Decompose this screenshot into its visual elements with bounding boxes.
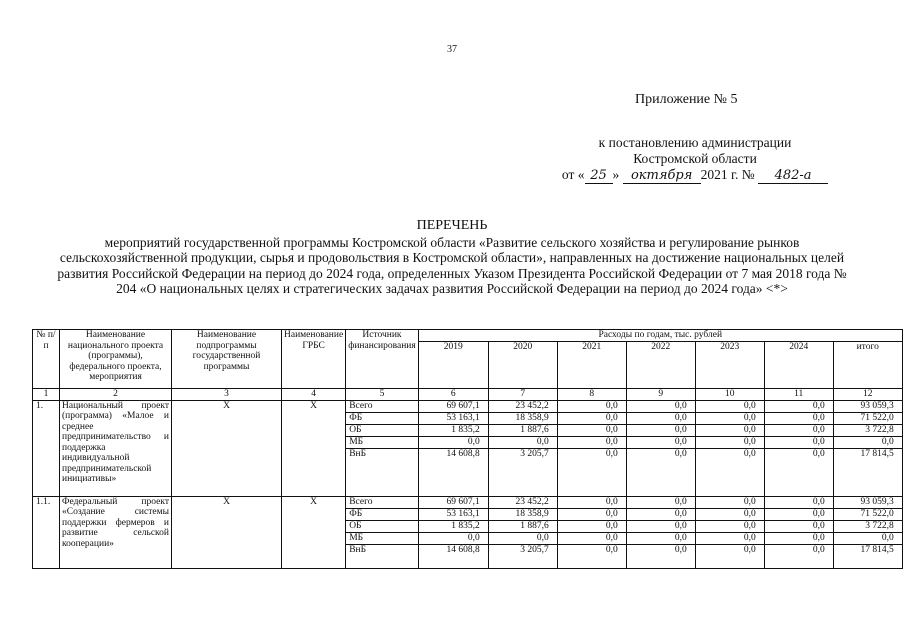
year-value: 0,0 — [557, 448, 626, 496]
year-value: 0,0 — [764, 520, 833, 532]
year-value: 0,0 — [557, 424, 626, 436]
decree-line-1: к постановлению администрации — [598, 135, 792, 150]
year-value: 0,0 — [695, 448, 764, 496]
header-year: 2019 — [418, 341, 488, 389]
header-year: 2024 — [764, 341, 833, 389]
header-project: Наименование национального проекта (программы), федерального проекта, мероприятия — [60, 330, 172, 389]
header-year: 2022 — [626, 341, 695, 389]
year-value: 0,0 — [695, 412, 764, 424]
year-value: 23 452,2 — [488, 496, 557, 508]
column-number: 11 — [764, 389, 833, 401]
year-value: 0,0 — [557, 544, 626, 568]
year-value: 0,0 — [557, 496, 626, 508]
year-value: 0,0 — [764, 412, 833, 424]
year-value: 0,0 — [418, 436, 488, 448]
column-number: 1 — [33, 389, 60, 401]
year-value: 0,0 — [626, 424, 695, 436]
total-value: 93 059,3 — [833, 496, 902, 508]
year-value: 0,0 — [557, 532, 626, 544]
column-number: 6 — [418, 389, 488, 401]
year-value: 69 607,1 — [418, 400, 488, 412]
header-expenses: Расходы по годам, тыс. рублей — [418, 330, 902, 342]
year-value: 23 452,2 — [488, 400, 557, 412]
year-value: 0,0 — [557, 436, 626, 448]
measure-name: Национальный проект (программа) «Малое и среднее предпринимательство и поддержка индивидуальной предпринимательской инициативы» — [60, 400, 172, 496]
header-total: итого — [833, 341, 902, 389]
column-number: 7 — [488, 389, 557, 401]
date-prefix: от « — [561, 167, 585, 182]
year-value: 0,0 — [764, 400, 833, 412]
page-number: 37 — [447, 44, 457, 55]
total-value: 93 059,3 — [833, 400, 902, 412]
header-grbs: Наименование ГРБС — [282, 330, 346, 389]
year-value: 0,0 — [626, 436, 695, 448]
total-value: 71 522,0 — [833, 412, 902, 424]
funding-source: МБ — [346, 436, 419, 448]
year-value: 0,0 — [557, 508, 626, 520]
handwritten-month: октября — [623, 169, 701, 184]
year-value: 0,0 — [626, 508, 695, 520]
year-value: 0,0 — [695, 532, 764, 544]
year-value: 53 163,1 — [418, 412, 488, 424]
appendix-title: Приложение № 5 — [635, 92, 738, 107]
year-value: 0,0 — [557, 520, 626, 532]
funding-source: ВнБ — [346, 448, 419, 496]
year-value: 0,0 — [488, 532, 557, 544]
grbs-cell: Х — [282, 496, 346, 568]
handwritten-day: 25 — [585, 169, 613, 184]
funding-source: Всего — [346, 496, 419, 508]
year-value: 0,0 — [695, 496, 764, 508]
year-value: 0,0 — [764, 436, 833, 448]
header-year: 2023 — [695, 341, 764, 389]
header-year: 2020 — [488, 341, 557, 389]
funding-source: ОБ — [346, 520, 419, 532]
year-value: 0,0 — [488, 436, 557, 448]
funding-source: ВнБ — [346, 544, 419, 568]
year-value: 18 358,9 — [488, 508, 557, 520]
year-value: 0,0 — [695, 544, 764, 568]
year-value: 0,0 — [764, 424, 833, 436]
year-value: 0,0 — [764, 496, 833, 508]
year-value: 1 835,2 — [418, 424, 488, 436]
date-mid: » — [612, 167, 620, 182]
total-value: 3 722,8 — [833, 424, 902, 436]
total-value: 0,0 — [833, 436, 902, 448]
year-value: 0,0 — [626, 496, 695, 508]
subprogram-cell: Х — [172, 400, 282, 496]
funding-source: ФБ — [346, 508, 419, 520]
funding-source: Всего — [346, 400, 419, 412]
column-number: 10 — [695, 389, 764, 401]
year-value: 18 358,9 — [488, 412, 557, 424]
funding-source: МБ — [346, 532, 419, 544]
handwritten-number: 482-а — [758, 169, 828, 184]
total-value: 17 814,5 — [833, 448, 902, 496]
year-value: 0,0 — [626, 520, 695, 532]
header-year: 2021 — [557, 341, 626, 389]
table-row — [33, 496, 903, 508]
year-text: 2021 г. № — [700, 167, 755, 182]
total-value: 71 522,0 — [833, 508, 902, 520]
decree-date-line — [540, 167, 850, 184]
year-value: 0,0 — [626, 400, 695, 412]
column-number: 4 — [282, 389, 346, 401]
year-value: 1 887,6 — [488, 424, 557, 436]
year-value: 0,0 — [695, 520, 764, 532]
measure-name: Федеральный проект «Создание системы поддержки фермеров и развитие сельской кооперации» — [60, 496, 172, 568]
decree-line-2: Костромской области — [633, 151, 757, 166]
total-value: 0,0 — [833, 532, 902, 544]
table-body — [33, 400, 903, 568]
year-value: 14 608,8 — [418, 448, 488, 496]
header-subprogram: Наименование подпрограммы государственной программы — [172, 330, 282, 389]
subprogram-cell: Х — [172, 496, 282, 568]
year-value: 0,0 — [764, 508, 833, 520]
column-number: 2 — [60, 389, 172, 401]
year-value: 0,0 — [557, 412, 626, 424]
column-number: 8 — [557, 389, 626, 401]
funding-source: ФБ — [346, 412, 419, 424]
year-value: 1 887,6 — [488, 520, 557, 532]
year-value: 1 835,2 — [418, 520, 488, 532]
funding-source: ОБ — [346, 424, 419, 436]
year-value: 0,0 — [418, 532, 488, 544]
year-value: 0,0 — [626, 412, 695, 424]
year-value: 0,0 — [626, 448, 695, 496]
column-number: 3 — [172, 389, 282, 401]
year-value: 0,0 — [764, 544, 833, 568]
year-value: 0,0 — [764, 448, 833, 496]
year-value: 0,0 — [626, 544, 695, 568]
total-value: 17 814,5 — [833, 544, 902, 568]
column-number: 5 — [346, 389, 419, 401]
year-value: 0,0 — [695, 508, 764, 520]
year-value: 0,0 — [695, 424, 764, 436]
year-value: 3 205,7 — [488, 448, 557, 496]
year-value: 0,0 — [557, 400, 626, 412]
document-title: ПЕРЕЧЕНЬ — [416, 218, 488, 233]
year-value: 0,0 — [695, 436, 764, 448]
header-num: № п/п — [33, 330, 60, 389]
year-value: 69 607,1 — [418, 496, 488, 508]
year-value: 0,0 — [626, 532, 695, 544]
header-source: Источник финансирования — [346, 330, 419, 389]
year-value: 14 608,8 — [418, 544, 488, 568]
year-value: 0,0 — [695, 400, 764, 412]
total-value: 3 722,8 — [833, 520, 902, 532]
year-value: 0,0 — [764, 532, 833, 544]
year-value: 3 205,7 — [488, 544, 557, 568]
column-number: 9 — [626, 389, 695, 401]
measures-table — [32, 329, 903, 569]
column-number: 12 — [833, 389, 902, 401]
year-value: 53 163,1 — [418, 508, 488, 520]
table-row — [33, 400, 903, 412]
grbs-cell: Х — [282, 400, 346, 496]
row-number: 1. — [33, 400, 60, 496]
document-subtitle: мероприятий государственной программы Костромской области «Развитие сельского хозяйства и регулирование рынков сельскохозяйственной продукции, сырья и продовольствия в Костромской области», направленных на достижение национальных целей развития Российской Федерации на период до 2024 года, определенных Указом Президента Российской Федерации от 7 мая 2018 года № 204 «О национальных целях и стратегических задачах развития Российской Федерации на период до 2024 года» <*> — [57, 235, 847, 296]
row-number: 1.1. — [33, 496, 60, 568]
